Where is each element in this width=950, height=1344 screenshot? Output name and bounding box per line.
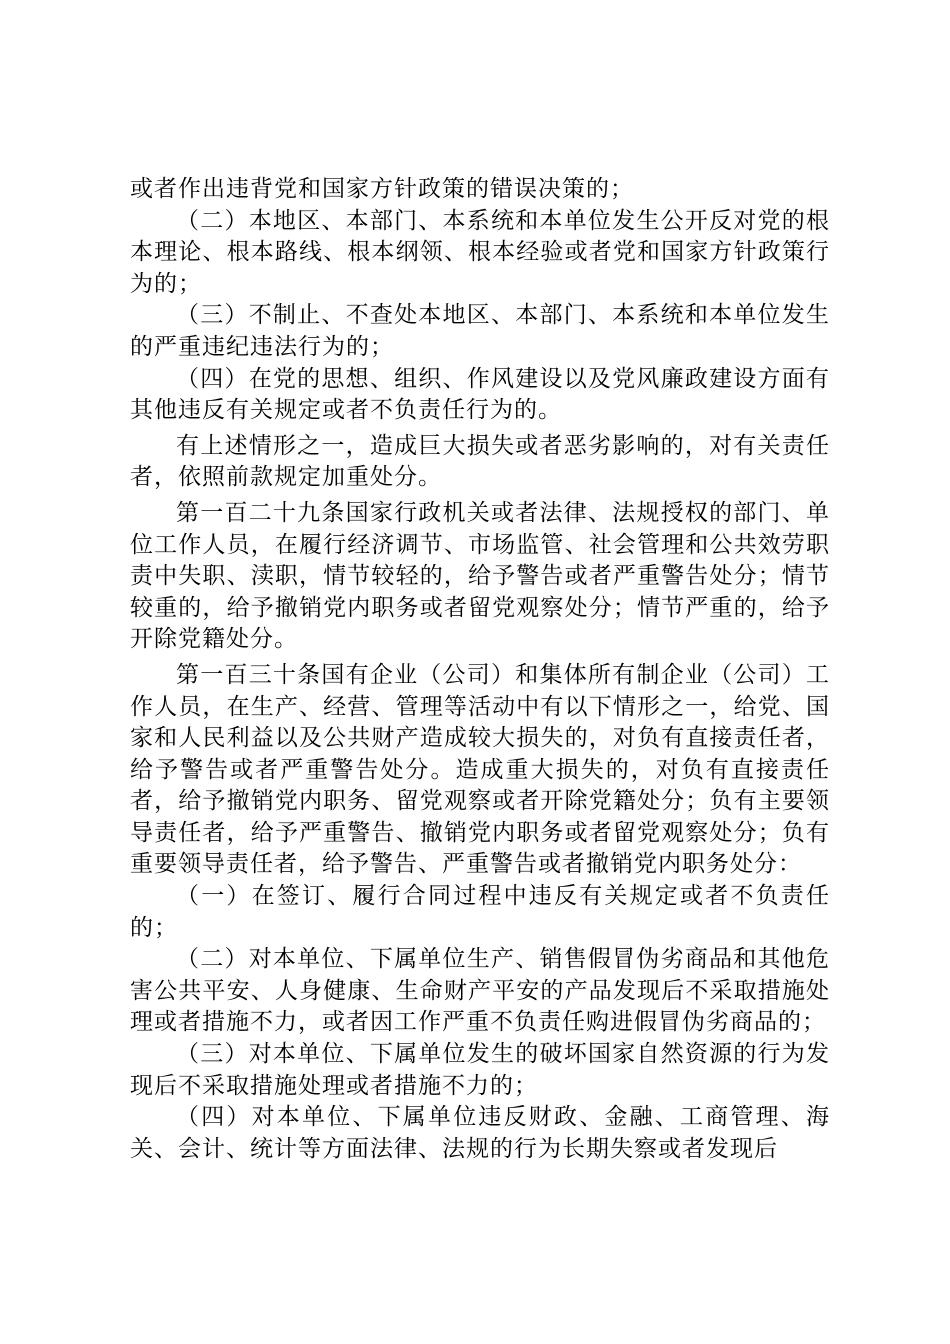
paragraph: （三）不制止、不查处本地区、本部门、本系统和本单位发生的严重违纪违法行为的；	[130, 302, 830, 360]
paragraph: 有上述情形之一，造成巨大损失或者恶劣影响的，对有关责任者，依照前款规定加重处分。	[130, 432, 830, 491]
paragraph: 第一百三十条国有企业（公司）和集体所有制企业（公司）工作人员，在生产、经营、管理等活动中有以下情形之一，给党、国家和人民利益以及公共财产造成较大损失的，对负有直接责任者，给予警告或者严重警告处分。造成重大损失的，对负有直接责任者，给予撤销党内职务、留党观察或者开除党籍处分；负有主要领导责任者，给予严重警告、撤销党内职务或者留党观察处分；负有重要领导责任者，给予警告、严重警告或者撤销党内职务处分：	[130, 661, 830, 878]
paragraph: 第一百二十九条国家行政机关或者法律、法规授权的部门、单位工作人员，在履行经济调节、市场监管、社会管理和公共效劳职责中失职、渎职，情节较轻的，给予警告或者严重警告处分；情节较重的，给予撤销党内职务或者留党观察处分；情节严重的，给予开除党籍处分。	[130, 499, 830, 653]
paragraph: 或者作出违背党和国家方针政策的错误决策的；	[130, 176, 634, 202]
paragraph: （二）对本单位、下属单位生产、销售假冒伪劣商品和其他危害公共平安、人身健康、生命财产平安的产品发现后不采取措施处理或者措施不力，或者因工作严重不负责任购进假冒伪劣商品的；	[130, 946, 830, 1036]
paragraph: （四）对本单位、下属单位违反财政、金融、工商管理、海关、会计、统计等方面法律、法规的行为长期失察或者发现后	[130, 1104, 830, 1162]
paragraph: （一）在签订、履行合同过程中违反有关规定或者不负责任的；	[130, 883, 830, 941]
paragraph: （三）对本单位、下属单位发生的破坏国家自然资源的行为发现后不采取措施处理或者措施不力的；	[130, 1041, 830, 1099]
paragraph: （二）本地区、本部门、本系统和本单位发生公开反对党的根本理论、根本路线、根本纲领、根本经验或者党和国家方针政策行为的；	[130, 207, 830, 297]
paragraph: （四）在党的思想、组织、作风建设以及党风廉政建设方面有其他违反有关规定或者不负责任行为的。	[130, 365, 830, 424]
document-body	[130, 174, 830, 1165]
